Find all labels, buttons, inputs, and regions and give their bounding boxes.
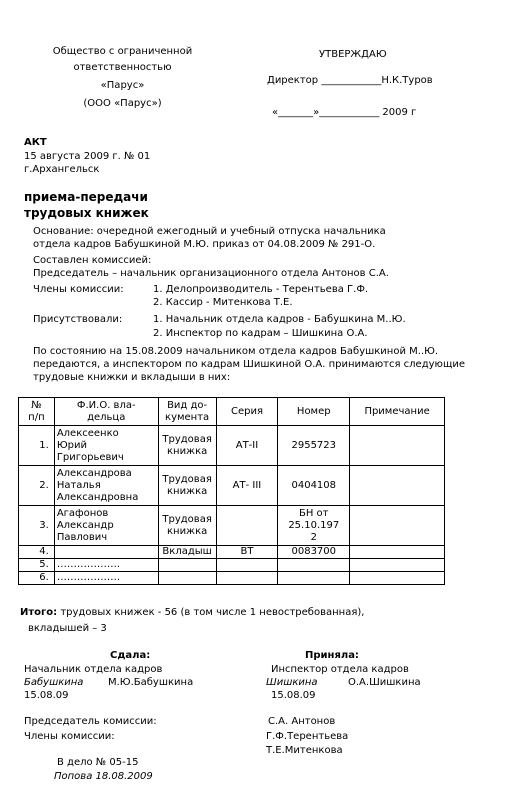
- cell-name: Агафонов Александр Павлович: [54, 506, 158, 546]
- cell-number: 0404108: [278, 466, 350, 506]
- cell-series: [216, 572, 278, 585]
- member-2: 2. Кассир - Митенкова Т.Е.: [153, 297, 293, 308]
- cell-series: АТ-II: [216, 426, 278, 466]
- cell-name: ……………….: [54, 572, 158, 585]
- cell-number: 2955723: [278, 426, 350, 466]
- cell-type: Трудовая книжка: [158, 506, 216, 546]
- table-row: [19, 506, 445, 546]
- col-header-doc-number: [278, 398, 350, 426]
- col-header-number: [19, 398, 55, 426]
- table-row: [19, 572, 445, 585]
- table-row: [19, 559, 445, 572]
- chair-name: С.А. Антонов: [268, 716, 336, 727]
- cell-type: [158, 572, 216, 585]
- approve-title: УТВЕРЖДАЮ: [319, 49, 387, 60]
- cell-name: Александрова Наталья Александровна: [54, 466, 158, 506]
- file-note: В дело № 05-15: [57, 757, 139, 768]
- chairman-line: Председатель – начальник организационного отдела Антонов С.А.: [33, 268, 389, 279]
- act-heading-2: трудовых книжек: [24, 206, 149, 220]
- org-name-line4: (ООО «Парус»): [83, 98, 162, 109]
- commission-member-1: Г.Ф.Терентьева: [266, 731, 349, 742]
- col-header-note: [350, 398, 445, 426]
- status-line-2: передаются, а инспектором по кадрам Шишкиной О.А. принимаются следующие: [33, 359, 466, 370]
- status-line-1: По состоянию на 15.08.2009 начальником отдела кадров Бабушкиной М..Ю.: [33, 346, 439, 357]
- took-signature: Шишкина: [266, 677, 318, 688]
- table-row: [19, 466, 445, 506]
- took-date: 15.08.09: [271, 690, 316, 701]
- file-signature: Попова 18.08.2009: [54, 771, 153, 782]
- cell-note: [350, 426, 445, 466]
- basis-line-2: отдела кадров Бабушкиной М.Ю. приказ от 04.08.2009 № 291-О.: [33, 239, 376, 250]
- col-header-number-text: № п/п: [28, 399, 45, 423]
- col-header-owner: [54, 398, 158, 426]
- cell-type: Трудовая книжка: [158, 466, 216, 506]
- basis-line-1: Основание: очередной ежегодный и учебный отпуска начальника: [33, 226, 386, 237]
- cell-name: Алексеенко Юрий Григорьевич: [54, 426, 158, 466]
- books-table: [18, 397, 445, 585]
- cell-series: [216, 559, 278, 572]
- table-row: [19, 426, 445, 466]
- total-line-1: [20, 607, 364, 618]
- cell-n: 3.: [19, 506, 55, 546]
- col-header-note-text: Примечание: [364, 405, 430, 417]
- cell-name: ……………….: [54, 559, 158, 572]
- cell-note: [350, 506, 445, 546]
- took-title: Приняла:: [305, 650, 359, 661]
- total-text-1: трудовых книжек - 56 (в том числе 1 невостребованная),: [57, 607, 365, 618]
- cell-note: [350, 546, 445, 559]
- col-header-doc-type-text: Вид до- кумента: [165, 399, 210, 423]
- status-line-3: трудовые книжки и вкладыши в них:: [33, 372, 231, 383]
- cell-series: [216, 506, 278, 546]
- act-date-line: 15 августа 2009 г. № 01: [24, 151, 151, 162]
- col-header-doc-type: [158, 398, 216, 426]
- total-label: Итого:: [20, 607, 58, 618]
- cell-number: [278, 559, 350, 572]
- organization-block: [30, 44, 215, 112]
- commission-members-label: Члены комиссии:: [24, 731, 115, 742]
- gave-title: Сдала:: [110, 650, 151, 661]
- cell-series: АТ- III: [216, 466, 278, 506]
- cell-n: 4.: [19, 546, 55, 559]
- org-name-line3: «Парус»: [100, 80, 145, 91]
- chair-label: Председатель комиссии:: [24, 716, 157, 727]
- member-1: 1. Делопроизводитель - Терентьева Г.Ф.: [153, 284, 369, 295]
- table-row: [19, 546, 445, 559]
- cell-series: ВТ: [216, 546, 278, 559]
- took-position: Инспектор отдела кадров: [271, 664, 409, 675]
- present-2: 2. Инспектор по кадрам – Шишкина О.А.: [153, 328, 368, 339]
- composed-label: Составлен комиссией:: [33, 255, 152, 266]
- cell-n: 2.: [19, 466, 55, 506]
- present-1: 1. Начальник отдела кадров - Бабушкина М..Ю.: [153, 314, 406, 325]
- act-city: г.Архангельск: [24, 164, 100, 175]
- cell-type: Трудовая книжка: [158, 426, 216, 466]
- cell-n: 6.: [19, 572, 55, 585]
- took-name: О.А.Шишкина: [348, 677, 421, 688]
- act-title: АКТ: [24, 137, 47, 148]
- gave-position: Начальник отдела кадров: [24, 664, 163, 675]
- cell-note: [350, 466, 445, 506]
- cell-n: 1.: [19, 426, 55, 466]
- total-text-2: вкладышей – 3: [28, 623, 107, 634]
- gave-name: М.Ю.Бабушкина: [108, 677, 194, 688]
- cell-number: [278, 572, 350, 585]
- col-header-series: [216, 398, 278, 426]
- col-header-series-text: Серия: [230, 405, 263, 417]
- cell-number: 0083700: [278, 546, 350, 559]
- act-heading-1: приема-передачи: [24, 190, 148, 204]
- cell-number: БН от 25.10.197 2: [278, 506, 350, 546]
- gave-signature: Бабушкина: [24, 677, 84, 688]
- cell-n: 5.: [19, 559, 55, 572]
- cell-note: [350, 559, 445, 572]
- commission-member-2: Т.Е.Митенкова: [266, 745, 343, 756]
- table-header-row: [19, 398, 445, 426]
- approve-director: Директор ____________Н.К.Туров: [267, 75, 433, 86]
- org-name-line2: ответственностью: [73, 62, 172, 73]
- members-label: Члены комиссии:: [33, 284, 124, 295]
- cell-note: [350, 572, 445, 585]
- gave-date: 15.08.09: [24, 690, 69, 701]
- cell-type: Вкладыш: [158, 546, 216, 559]
- col-header-doc-number-text: Номер: [296, 405, 331, 417]
- present-label: Присутствовали:: [33, 314, 123, 325]
- org-name-line1: Общество с ограниченной: [52, 46, 193, 57]
- cell-name: [54, 546, 158, 559]
- col-header-owner-text: Ф.И.О. вла- дельца: [76, 399, 136, 423]
- cell-type: [158, 559, 216, 572]
- approve-date: «_______»____________ 2009 г: [272, 107, 417, 118]
